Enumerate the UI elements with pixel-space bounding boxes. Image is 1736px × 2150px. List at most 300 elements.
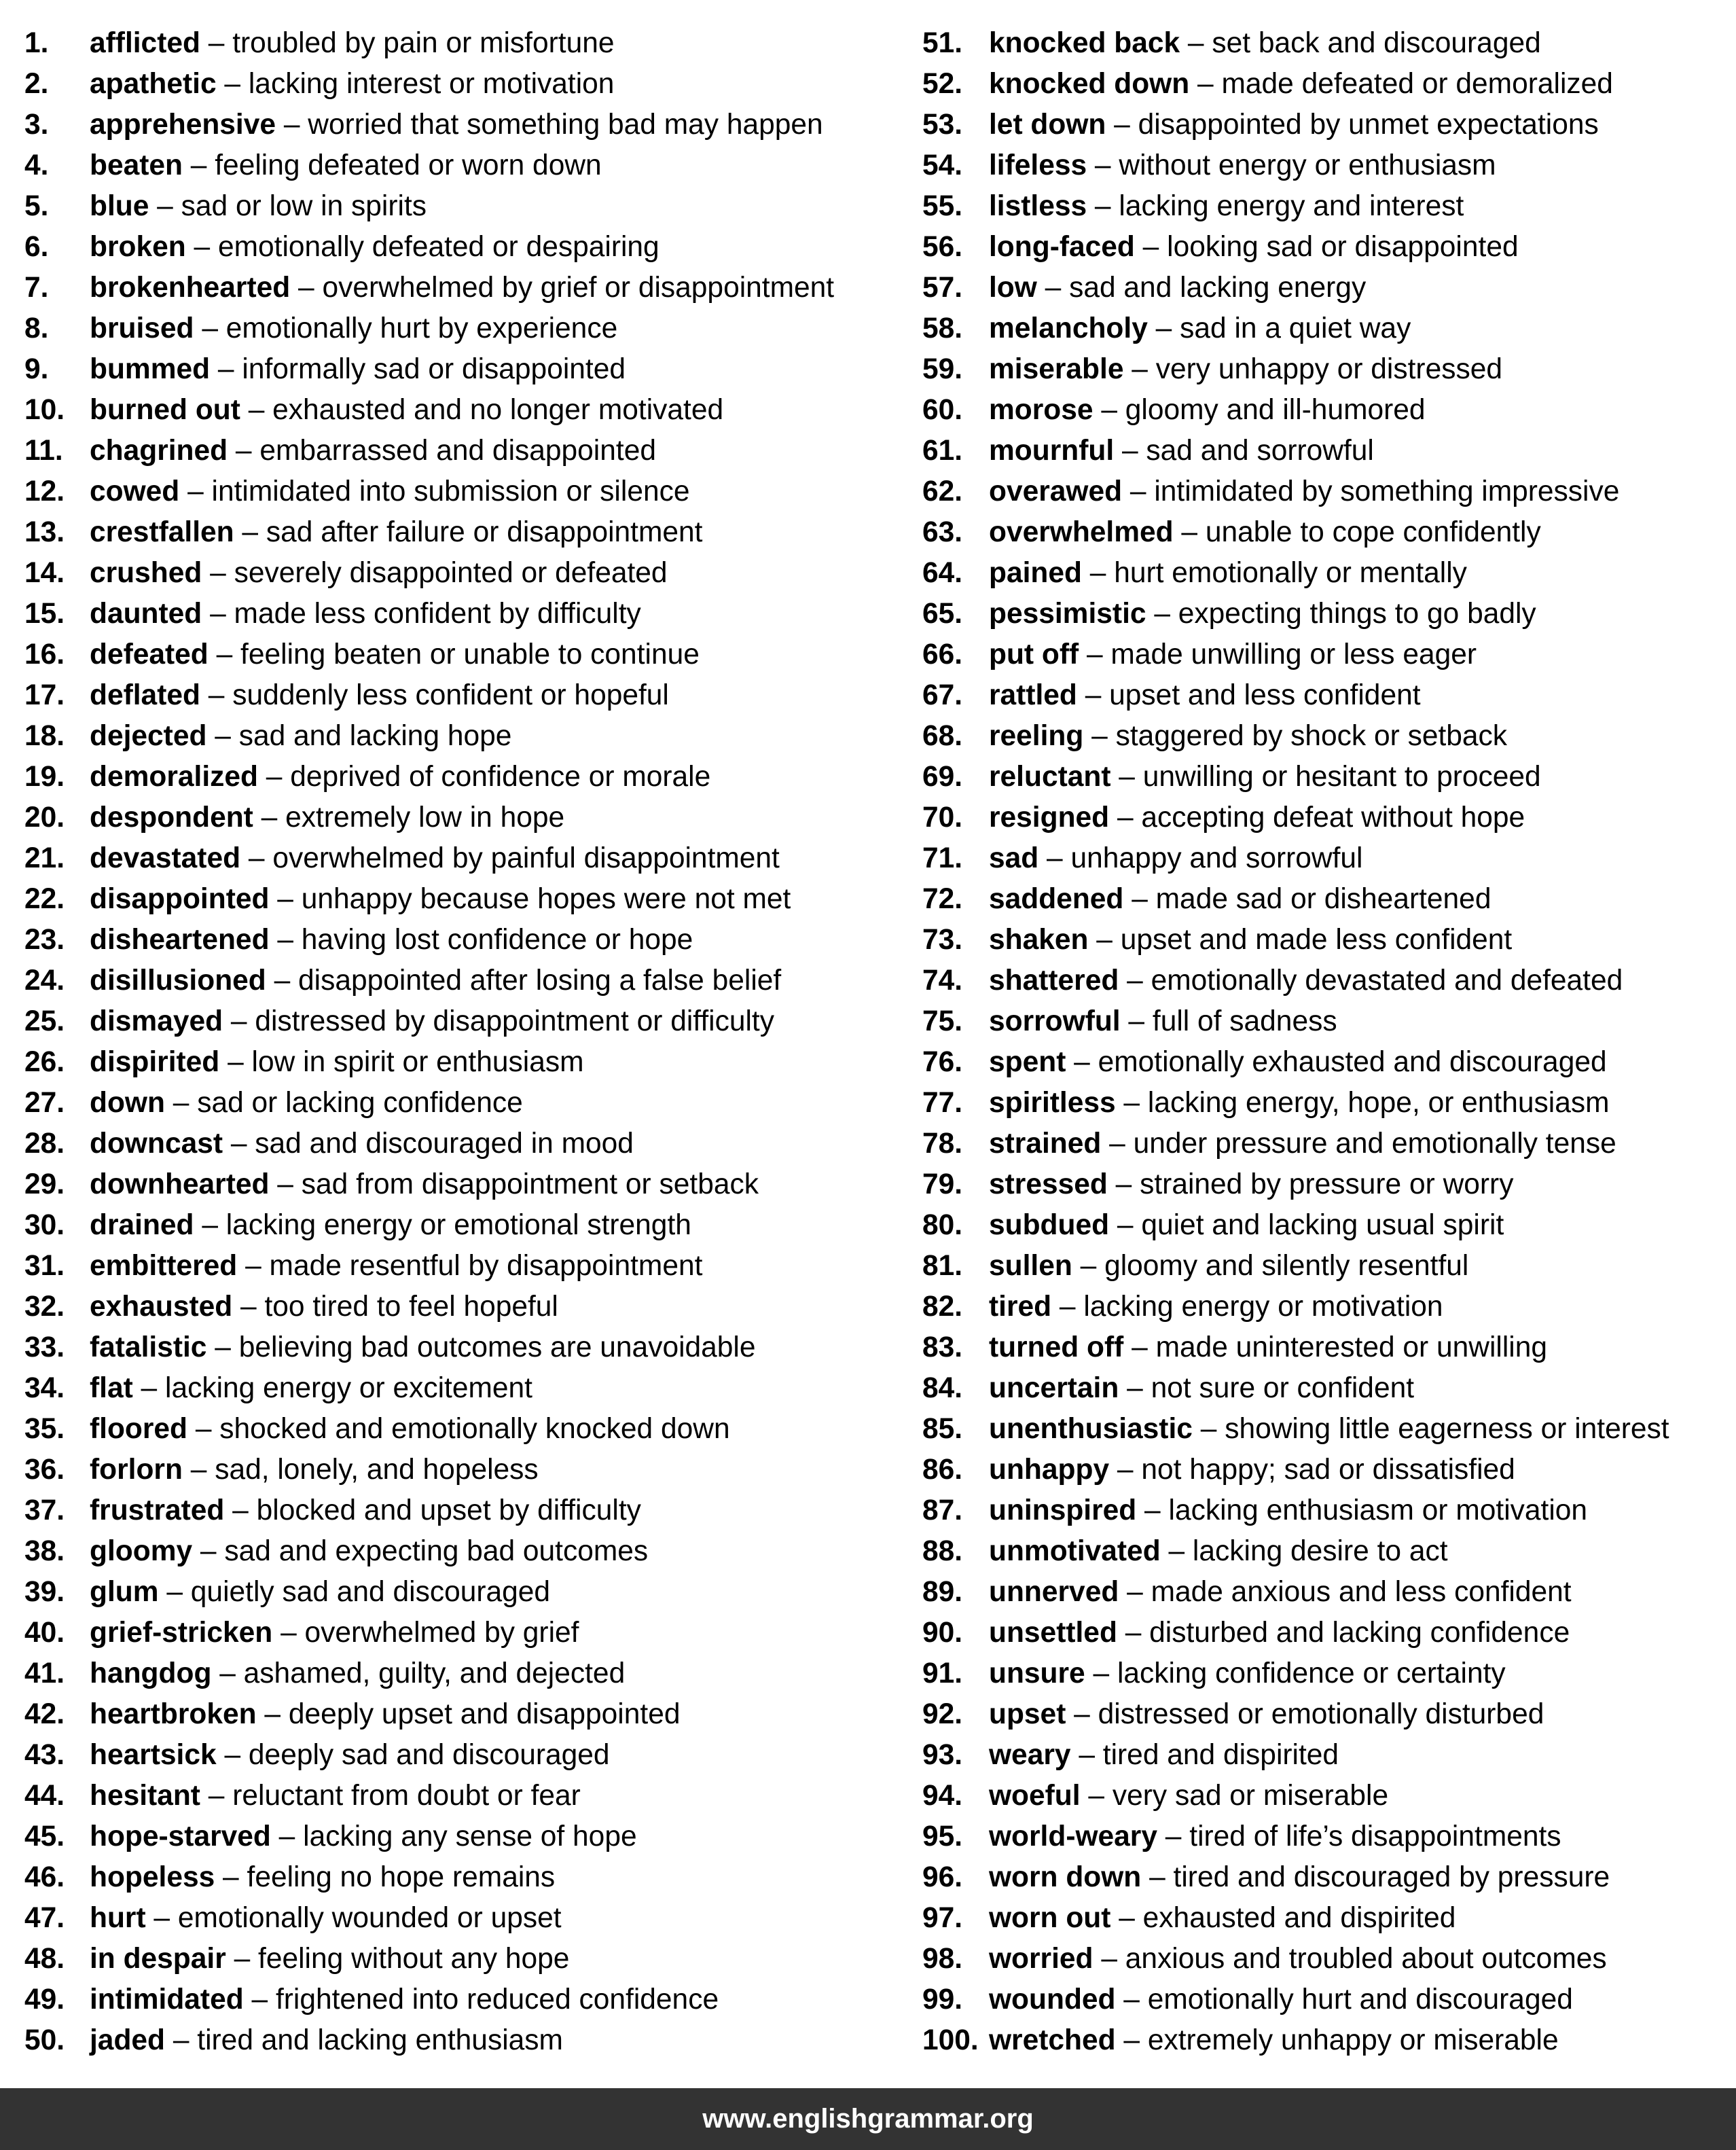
item-body — [989, 2023, 1559, 2058]
item-number: 71. — [922, 842, 963, 874]
item-number: 84. — [922, 1372, 963, 1404]
item-term: melancholy — [989, 312, 1148, 344]
item-term: frustrated — [90, 1494, 225, 1526]
list-item — [922, 1126, 1731, 1167]
item-number: 24. — [24, 965, 65, 997]
item-separator: – — [164, 1087, 198, 1119]
item-body — [90, 1045, 583, 1080]
list-item — [24, 311, 907, 352]
item-body — [989, 1982, 1573, 2018]
item-body — [90, 882, 791, 917]
item-term: chagrined — [90, 435, 228, 467]
item-term: devastated — [90, 842, 241, 874]
item-number: 11. — [24, 435, 63, 467]
item-number: 46. — [24, 1861, 65, 1893]
item-term: embittered — [90, 1250, 238, 1282]
item-body — [989, 270, 1366, 306]
item-body — [989, 1493, 1587, 1528]
item-definition: exhausted and no longer motivated — [272, 394, 724, 426]
item-definition: extremely unhappy or miserable — [1147, 2024, 1559, 2056]
item-separator: – — [202, 557, 234, 589]
item-body — [90, 2023, 563, 2058]
item-definition: tired and dispirited — [1102, 1739, 1339, 1771]
item-term: fatalistic — [90, 1331, 207, 1363]
item-body — [989, 1086, 1610, 1121]
item-term: put off — [989, 639, 1079, 670]
item-definition: made anxious and less confident — [1151, 1576, 1572, 1608]
item-body — [90, 393, 723, 428]
item-body — [90, 1738, 610, 1773]
item-separator: – — [1109, 1454, 1142, 1486]
item-number: 93. — [922, 1739, 963, 1771]
list-item — [24, 107, 907, 148]
item-term: wretched — [989, 2024, 1116, 2056]
item-definition: overwhelmed by painful disappointment — [272, 842, 780, 874]
item-body — [989, 841, 1363, 876]
list-item — [24, 1860, 907, 1901]
item-definition: shocked and emotionally knocked down — [219, 1413, 730, 1445]
item-term: bruised — [90, 312, 194, 344]
item-body — [989, 637, 1477, 673]
item-separator: – — [182, 149, 215, 181]
item-definition: gloomy and silently resentful — [1104, 1250, 1469, 1282]
item-definition: sad, lonely, and hopeless — [215, 1454, 539, 1486]
item-separator: – — [228, 435, 260, 467]
item-separator: – — [1136, 1494, 1169, 1526]
item-body — [989, 1249, 1468, 1284]
item-number: 99. — [922, 1984, 963, 2015]
item-separator: – — [1117, 1617, 1150, 1649]
item-definition: sad or lacking confidence — [197, 1087, 523, 1119]
item-number: 55. — [922, 190, 963, 222]
item-separator: – — [1134, 231, 1168, 263]
item-term: overawed — [989, 476, 1123, 507]
list-item — [24, 1778, 907, 1819]
item-term: unmotivated — [989, 1535, 1161, 1567]
item-number: 9. — [24, 353, 49, 385]
item-separator: – — [1173, 516, 1206, 548]
item-body — [90, 311, 617, 346]
item-number: 35. — [24, 1413, 65, 1445]
list-item — [24, 230, 907, 270]
list-item — [24, 433, 907, 474]
list-item — [24, 67, 907, 107]
item-separator: – — [270, 1821, 304, 1852]
item-definition: troubled by pain or misfortune — [232, 27, 615, 59]
item-term: brokenhearted — [90, 272, 291, 304]
item-separator: – — [232, 1291, 265, 1323]
item-body — [989, 882, 1491, 917]
item-term: knocked down — [989, 68, 1190, 100]
item-definition: lacking energy or emotional strength — [225, 1209, 691, 1241]
item-definition: ashamed, guilty, and dejected — [243, 1658, 626, 1689]
item-number: 87. — [922, 1494, 963, 1526]
item-term: apathetic — [90, 68, 217, 100]
item-definition: emotionally exhausted and discouraged — [1098, 1046, 1607, 1078]
item-body — [90, 1615, 579, 1651]
item-number: 60. — [922, 394, 963, 426]
item-separator: – — [1051, 1291, 1084, 1323]
item-term: disillusioned — [90, 965, 266, 997]
item-term: unsure — [989, 1658, 1085, 1689]
item-separator: – — [1109, 802, 1142, 834]
item-body — [90, 1656, 625, 1691]
item-term: defeated — [90, 639, 209, 670]
item-body — [90, 1289, 558, 1325]
item-term: long-faced — [989, 231, 1135, 263]
item-definition: feeling defeated or worn down — [215, 149, 602, 181]
item-body — [90, 1452, 539, 1488]
item-body — [989, 26, 1541, 61]
item-body — [989, 311, 1411, 346]
item-body — [989, 1941, 1607, 1977]
item-separator: – — [1093, 1943, 1125, 1975]
item-body — [90, 1901, 562, 1936]
item-definition: staggered by shock or setback — [1115, 720, 1508, 752]
item-number: 38. — [24, 1535, 65, 1567]
item-number: 81. — [922, 1250, 963, 1282]
list-item — [922, 433, 1731, 474]
item-separator: – — [185, 231, 218, 263]
list-item — [922, 719, 1731, 759]
item-number: 57. — [922, 272, 963, 304]
item-number: 86. — [922, 1454, 963, 1486]
item-definition: having lost confidence or hope — [301, 924, 693, 956]
list-item — [922, 1738, 1731, 1778]
list-item — [24, 596, 907, 637]
item-number: 15. — [24, 598, 65, 630]
list-item — [24, 1045, 907, 1086]
item-number: 40. — [24, 1617, 65, 1649]
item-body — [989, 148, 1496, 183]
item-definition: emotionally hurt by experience — [225, 312, 618, 344]
item-separator: – — [206, 1331, 239, 1363]
item-term: dismayed — [90, 1005, 223, 1037]
list-item — [922, 2023, 1731, 2064]
item-separator: – — [1180, 27, 1212, 59]
item-number: 42. — [24, 1698, 65, 1730]
item-separator: – — [1141, 1861, 1174, 1893]
item-term: floored — [90, 1413, 188, 1445]
item-definition: expecting things to go badly — [1178, 598, 1536, 630]
item-definition: sad after failure or disappointment — [266, 516, 703, 548]
item-definition: lacking any sense of hope — [303, 1821, 637, 1852]
list-item — [24, 841, 907, 882]
item-definition: upset and less confident — [1109, 679, 1421, 711]
list-item — [24, 1982, 907, 2023]
item-term: flat — [90, 1372, 133, 1404]
item-number: 8. — [24, 312, 49, 344]
item-term: despondent — [90, 802, 253, 834]
list-item — [922, 352, 1731, 393]
item-separator: – — [269, 883, 302, 915]
item-separator: – — [1110, 1902, 1143, 1934]
item-separator: – — [1101, 1128, 1134, 1160]
item-separator: – — [1080, 1780, 1113, 1812]
item-separator: – — [243, 1984, 276, 2015]
item-number: 68. — [922, 720, 963, 752]
item-term: overwhelmed — [989, 516, 1174, 548]
list-item — [24, 1412, 907, 1452]
item-number: 20. — [24, 802, 65, 834]
item-body — [90, 637, 700, 673]
item-definition: made resentful by disappointment — [269, 1250, 703, 1282]
item-definition: embarrassed and disappointed — [259, 435, 656, 467]
item-number: 98. — [922, 1943, 963, 1975]
item-term: woeful — [989, 1780, 1081, 1812]
item-term: beaten — [90, 149, 183, 181]
item-term: grief-stricken — [90, 1617, 273, 1649]
item-term: shattered — [989, 965, 1119, 997]
item-number: 1. — [24, 27, 49, 59]
item-term: dispirited — [90, 1046, 220, 1078]
item-definition: made sad or disheartened — [1155, 883, 1491, 915]
list-item — [922, 230, 1731, 270]
item-separator: – — [216, 68, 249, 100]
item-body — [90, 1208, 691, 1243]
item-term: drained — [90, 1209, 194, 1241]
list-item — [24, 963, 907, 1004]
list-item — [922, 1493, 1731, 1534]
item-term: tired — [989, 1291, 1052, 1323]
item-definition: sad or low in spirits — [181, 190, 427, 222]
item-term: miserable — [989, 353, 1124, 385]
item-separator: – — [149, 190, 181, 222]
item-term: weary — [989, 1739, 1071, 1771]
item-definition: not sure or confident — [1151, 1372, 1415, 1404]
item-separator: – — [1122, 476, 1155, 507]
item-definition: deeply upset and disappointed — [288, 1698, 681, 1730]
item-body — [90, 1697, 680, 1732]
item-body — [90, 963, 781, 999]
list-item — [922, 1452, 1731, 1493]
item-term: demoralized — [90, 761, 258, 793]
item-term: strained — [989, 1128, 1102, 1160]
item-definition: disappointed by unmet expectations — [1138, 109, 1599, 141]
item-body — [989, 596, 1536, 632]
list-item — [24, 882, 907, 922]
item-number: 4. — [24, 149, 49, 181]
list-item — [922, 107, 1731, 148]
item-number: 16. — [24, 639, 65, 670]
item-term: lifeless — [989, 149, 1087, 181]
item-term: mournful — [989, 435, 1115, 467]
list-item — [24, 1575, 907, 1615]
list-item — [922, 311, 1731, 352]
footer-url[interactable]: www.englishgrammar.org — [702, 2104, 1034, 2134]
item-number: 48. — [24, 1943, 65, 1975]
item-definition: sad and sorrowful — [1146, 435, 1374, 467]
item-definition: blocked and upset by difficulty — [256, 1494, 641, 1526]
list-item — [922, 515, 1731, 556]
item-separator: – — [269, 1168, 302, 1200]
item-separator: – — [206, 720, 239, 752]
list-item — [922, 1697, 1731, 1738]
item-separator: – — [290, 272, 323, 304]
item-body — [90, 1412, 730, 1447]
item-separator: – — [192, 1535, 225, 1567]
item-separator: – — [256, 1698, 289, 1730]
item-term: in despair — [90, 1943, 226, 1975]
item-definition: sad in a quiet way — [1180, 312, 1411, 344]
item-body — [90, 1126, 634, 1162]
item-number: 76. — [922, 1046, 963, 1078]
list-item — [922, 1778, 1731, 1819]
list-item — [922, 1819, 1731, 1860]
item-definition: quiet and lacking usual spirit — [1141, 1209, 1504, 1241]
item-definition: unwilling or hesitant to proceed — [1142, 761, 1541, 793]
item-term: low — [989, 272, 1037, 304]
item-definition: unhappy because hopes were not met — [301, 883, 791, 915]
item-definition: showing little eagerness or interest — [1225, 1413, 1669, 1445]
list-item — [24, 1086, 907, 1126]
item-body — [989, 1738, 1339, 1773]
list-item — [922, 1330, 1731, 1371]
item-definition: sad and lacking energy — [1069, 272, 1367, 304]
item-number: 92. — [922, 1698, 963, 1730]
item-number: 18. — [24, 720, 65, 752]
list-item — [24, 922, 907, 963]
item-number: 43. — [24, 1739, 65, 1771]
item-number: 58. — [922, 312, 963, 344]
list-item — [24, 719, 907, 759]
item-number: 82. — [922, 1291, 963, 1323]
list-item — [24, 1452, 907, 1493]
list-item — [922, 1860, 1731, 1901]
list-item — [922, 1249, 1731, 1289]
item-definition: deprived of confidence or morale — [290, 761, 711, 793]
item-term: hesitant — [90, 1780, 200, 1812]
list-item — [24, 1371, 907, 1412]
item-number: 96. — [922, 1861, 963, 1893]
item-term: saddened — [989, 883, 1124, 915]
list-item — [922, 922, 1731, 963]
item-definition: strained by pressure or worry — [1140, 1168, 1514, 1200]
item-number: 6. — [24, 231, 49, 263]
item-definition: distressed or emotionally disturbed — [1098, 1698, 1544, 1730]
item-body — [989, 1004, 1337, 1039]
list-item — [24, 1289, 907, 1330]
item-definition: made unwilling or less eager — [1110, 639, 1477, 670]
item-term: wounded — [989, 1984, 1116, 2015]
item-separator: – — [1036, 272, 1070, 304]
item-definition: unable to cope confidently — [1205, 516, 1541, 548]
item-term: spent — [989, 1046, 1066, 1078]
item-separator: – — [179, 476, 212, 507]
item-definition: tired of life’s disappointments — [1189, 1821, 1561, 1852]
list-item — [24, 1819, 907, 1860]
item-number: 17. — [24, 679, 65, 711]
item-body — [90, 1982, 719, 2018]
list-item — [24, 1249, 907, 1289]
list-item — [24, 1534, 907, 1575]
item-definition: emotionally hurt and discouraged — [1147, 1984, 1573, 2015]
item-term: bummed — [90, 353, 211, 385]
item-definition: made uninterested or unwilling — [1155, 1331, 1548, 1363]
item-term: downhearted — [90, 1168, 270, 1200]
list-item — [922, 189, 1731, 230]
list-item — [24, 1656, 907, 1697]
item-number: 13. — [24, 516, 65, 548]
item-body — [90, 107, 823, 143]
list-item — [24, 1330, 907, 1371]
item-body — [90, 596, 641, 632]
item-definition: feeling without any hope — [258, 1943, 570, 1975]
list-item — [922, 637, 1731, 678]
list-item — [922, 1901, 1731, 1941]
item-separator: – — [1192, 1413, 1225, 1445]
item-number: 10. — [24, 394, 65, 426]
item-term: sorrowful — [989, 1005, 1121, 1037]
item-body — [90, 1371, 532, 1406]
item-separator: – — [1157, 1821, 1190, 1852]
item-separator: – — [1115, 1984, 1148, 2015]
item-definition: suddenly less confident or hopeful — [232, 679, 669, 711]
item-number: 21. — [24, 842, 65, 874]
item-number: 89. — [922, 1576, 963, 1608]
item-body — [989, 189, 1464, 224]
item-body — [90, 230, 659, 265]
item-body — [989, 1615, 1570, 1651]
item-number: 70. — [922, 802, 963, 834]
item-number: 74. — [922, 965, 963, 997]
item-separator: – — [269, 924, 302, 956]
list-item — [922, 1167, 1731, 1208]
list-item — [922, 1086, 1731, 1126]
item-term: downcast — [90, 1128, 223, 1160]
item-separator: – — [202, 598, 234, 630]
item-separator: – — [1115, 1087, 1148, 1119]
list-item — [922, 1656, 1731, 1697]
item-definition: lacking energy, hope, or enthusiasm — [1147, 1087, 1610, 1119]
item-number: 72. — [922, 883, 963, 915]
item-body — [90, 474, 689, 509]
item-definition: not happy; sad or dissatisfied — [1141, 1454, 1515, 1486]
item-term: knocked back — [989, 27, 1180, 59]
item-body — [90, 1819, 637, 1855]
item-body — [90, 515, 702, 550]
item-body — [90, 922, 693, 958]
item-separator: – — [194, 312, 226, 344]
item-definition: under pressure and emotionally tense — [1133, 1128, 1616, 1160]
item-term: turned off — [989, 1331, 1124, 1363]
item-term: spiritless — [989, 1087, 1116, 1119]
list-item — [922, 1289, 1731, 1330]
item-separator: – — [1083, 720, 1116, 752]
item-body — [989, 1371, 1414, 1406]
item-body — [989, 393, 1426, 428]
item-number: 37. — [24, 1494, 65, 1526]
item-term: unsettled — [989, 1617, 1117, 1649]
item-separator: – — [1093, 394, 1125, 426]
item-separator: – — [210, 353, 242, 385]
item-separator: – — [1087, 190, 1119, 222]
item-body — [989, 230, 1519, 265]
list-item — [922, 26, 1731, 67]
item-number: 32. — [24, 1291, 65, 1323]
item-definition: severely disappointed or defeated — [234, 557, 668, 589]
list-item — [24, 637, 907, 678]
item-separator: – — [216, 1739, 249, 1771]
item-separator: – — [224, 1494, 257, 1526]
item-body — [989, 107, 1599, 143]
list-item — [24, 1167, 907, 1208]
item-number: 27. — [24, 1087, 65, 1119]
item-body — [989, 800, 1525, 836]
item-number: 22. — [24, 883, 65, 915]
item-separator: – — [211, 1658, 244, 1689]
item-term: afflicted — [90, 27, 200, 59]
